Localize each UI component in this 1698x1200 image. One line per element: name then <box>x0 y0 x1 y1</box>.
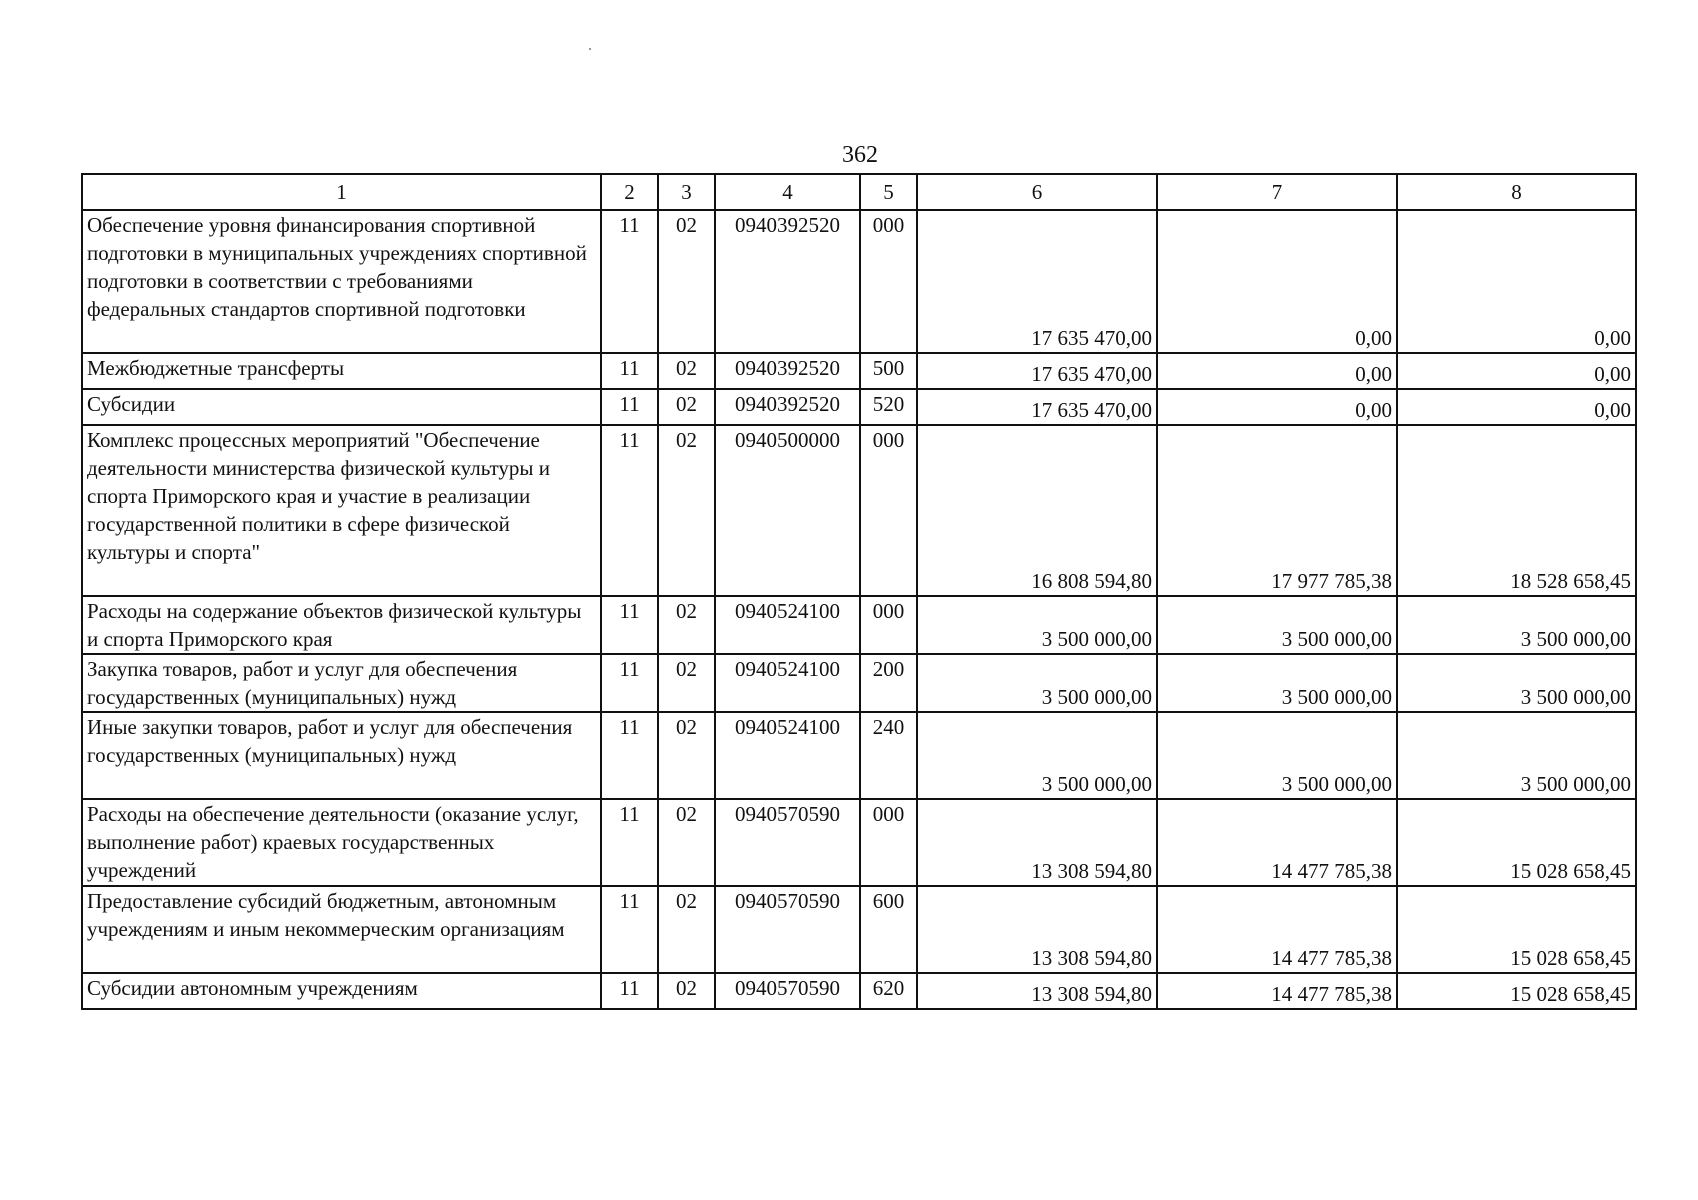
target-article-code: 0940392520 <box>715 353 860 389</box>
expense-name: Иные закупки товаров, работ и услуг для обеспечения государственных (муниципальных) нужд <box>82 712 601 799</box>
expense-type-code: 500 <box>860 353 917 389</box>
section-code: 11 <box>601 353 658 389</box>
amount-col-6: 13 308 594,80 <box>917 886 1157 973</box>
expense-type-code: 240 <box>860 712 917 799</box>
section-code: 11 <box>601 886 658 973</box>
target-article-code: 0940392520 <box>715 389 860 425</box>
table-row <box>82 389 1636 425</box>
amount-col-7: 3 500 000,00 <box>1157 596 1397 654</box>
amount-col-8: 3 500 000,00 <box>1397 596 1636 654</box>
amount-col-8: 0,00 <box>1397 210 1636 353</box>
amount-col-7: 14 477 785,38 <box>1157 886 1397 973</box>
column-number: 5 <box>860 174 917 210</box>
target-article-code: 0940524100 <box>715 654 860 712</box>
subsection-code: 02 <box>658 353 715 389</box>
subsection-code: 02 <box>658 886 715 973</box>
table-row <box>82 210 1636 353</box>
column-number: 1 <box>82 174 601 210</box>
target-article-code: 0940392520 <box>715 210 860 353</box>
amount-col-8: 3 500 000,00 <box>1397 654 1636 712</box>
amount-col-7: 14 477 785,38 <box>1157 799 1397 886</box>
expense-type-code: 000 <box>860 210 917 353</box>
table-row <box>82 596 1636 654</box>
amount-col-6: 13 308 594,80 <box>917 799 1157 886</box>
target-article-code: 0940524100 <box>715 596 860 654</box>
section-code: 11 <box>601 712 658 799</box>
target-article-code: 0940524100 <box>715 712 860 799</box>
table-row <box>82 353 1636 389</box>
table-row <box>82 886 1636 973</box>
section-code: 11 <box>601 389 658 425</box>
table-row <box>82 973 1636 1009</box>
amount-col-7: 3 500 000,00 <box>1157 712 1397 799</box>
page-number: 362 <box>842 142 878 168</box>
section-code: 11 <box>601 210 658 353</box>
subsection-code: 02 <box>658 654 715 712</box>
amount-col-8: 15 028 658,45 <box>1397 799 1636 886</box>
amount-col-6: 17 635 470,00 <box>917 389 1157 425</box>
subsection-code: 02 <box>658 973 715 1009</box>
section-code: 11 <box>601 654 658 712</box>
expense-type-code: 200 <box>860 654 917 712</box>
amount-col-6: 3 500 000,00 <box>917 654 1157 712</box>
scan-speck <box>589 48 591 50</box>
column-number-header-row <box>82 174 1636 210</box>
expense-name: Субсидии <box>82 389 601 425</box>
table-row <box>82 712 1636 799</box>
section-code: 11 <box>601 425 658 596</box>
expense-type-code: 000 <box>860 425 917 596</box>
amount-col-8: 15 028 658,45 <box>1397 973 1636 1009</box>
amount-col-6: 16 808 594,80 <box>917 425 1157 596</box>
amount-col-7: 0,00 <box>1157 389 1397 425</box>
amount-col-6: 17 635 470,00 <box>917 210 1157 353</box>
subsection-code: 02 <box>658 389 715 425</box>
amount-col-7: 14 477 785,38 <box>1157 973 1397 1009</box>
amount-col-7: 0,00 <box>1157 353 1397 389</box>
expense-type-code: 600 <box>860 886 917 973</box>
column-number: 8 <box>1397 174 1636 210</box>
subsection-code: 02 <box>658 210 715 353</box>
table-row <box>82 425 1636 596</box>
amount-col-7: 17 977 785,38 <box>1157 425 1397 596</box>
column-number: 7 <box>1157 174 1397 210</box>
amount-col-6: 3 500 000,00 <box>917 712 1157 799</box>
column-number: 3 <box>658 174 715 210</box>
target-article-code: 0940500000 <box>715 425 860 596</box>
target-article-code: 0940570590 <box>715 799 860 886</box>
expense-name: Расходы на содержание объектов физической культуры и спорта Приморского края <box>82 596 601 654</box>
amount-col-8: 15 028 658,45 <box>1397 886 1636 973</box>
amount-col-8: 0,00 <box>1397 353 1636 389</box>
section-code: 11 <box>601 973 658 1009</box>
expense-name: Закупка товаров, работ и услуг для обеспечения государственных (муниципальных) нужд <box>82 654 601 712</box>
expense-type-code: 000 <box>860 596 917 654</box>
expense-type-code: 520 <box>860 389 917 425</box>
expense-name: Расходы на обеспечение деятельности (оказание услуг, выполнение работ) краевых государственных учреждений <box>82 799 601 886</box>
amount-col-7: 0,00 <box>1157 210 1397 353</box>
expense-type-code: 000 <box>860 799 917 886</box>
expense-name: Предоставление субсидий бюджетным, автономным учреждениям и иным некоммерческим организациям <box>82 886 601 973</box>
section-code: 11 <box>601 799 658 886</box>
amount-col-8: 0,00 <box>1397 389 1636 425</box>
section-code: 11 <box>601 596 658 654</box>
target-article-code: 0940570590 <box>715 886 860 973</box>
amount-col-6: 3 500 000,00 <box>917 596 1157 654</box>
amount-col-6: 17 635 470,00 <box>917 353 1157 389</box>
expense-name: Межбюджетные трансферты <box>82 353 601 389</box>
column-number: 4 <box>715 174 860 210</box>
column-number: 6 <box>917 174 1157 210</box>
subsection-code: 02 <box>658 799 715 886</box>
budget-table <box>81 173 1637 1010</box>
subsection-code: 02 <box>658 712 715 799</box>
amount-col-8: 18 528 658,45 <box>1397 425 1636 596</box>
column-number: 2 <box>601 174 658 210</box>
amount-col-7: 3 500 000,00 <box>1157 654 1397 712</box>
subsection-code: 02 <box>658 596 715 654</box>
expense-name: Комплекс процессных мероприятий "Обеспечение деятельности министерства физической культуры и спорта Приморского края и участие в реализации государственной политики в сфере физической культуры и спорта" <box>82 425 601 596</box>
expense-name: Обеспечение уровня финансирования спортивной подготовки в муниципальных учреждениях спортивной подготовки в соответствии с требованиями федеральных стандартов спортивной подготовки <box>82 210 601 353</box>
table-row <box>82 654 1636 712</box>
amount-col-6: 13 308 594,80 <box>917 973 1157 1009</box>
expense-type-code: 620 <box>860 973 917 1009</box>
subsection-code: 02 <box>658 425 715 596</box>
target-article-code: 0940570590 <box>715 973 860 1009</box>
table-row <box>82 799 1636 886</box>
amount-col-8: 3 500 000,00 <box>1397 712 1636 799</box>
expense-name: Субсидии автономным учреждениям <box>82 973 601 1009</box>
